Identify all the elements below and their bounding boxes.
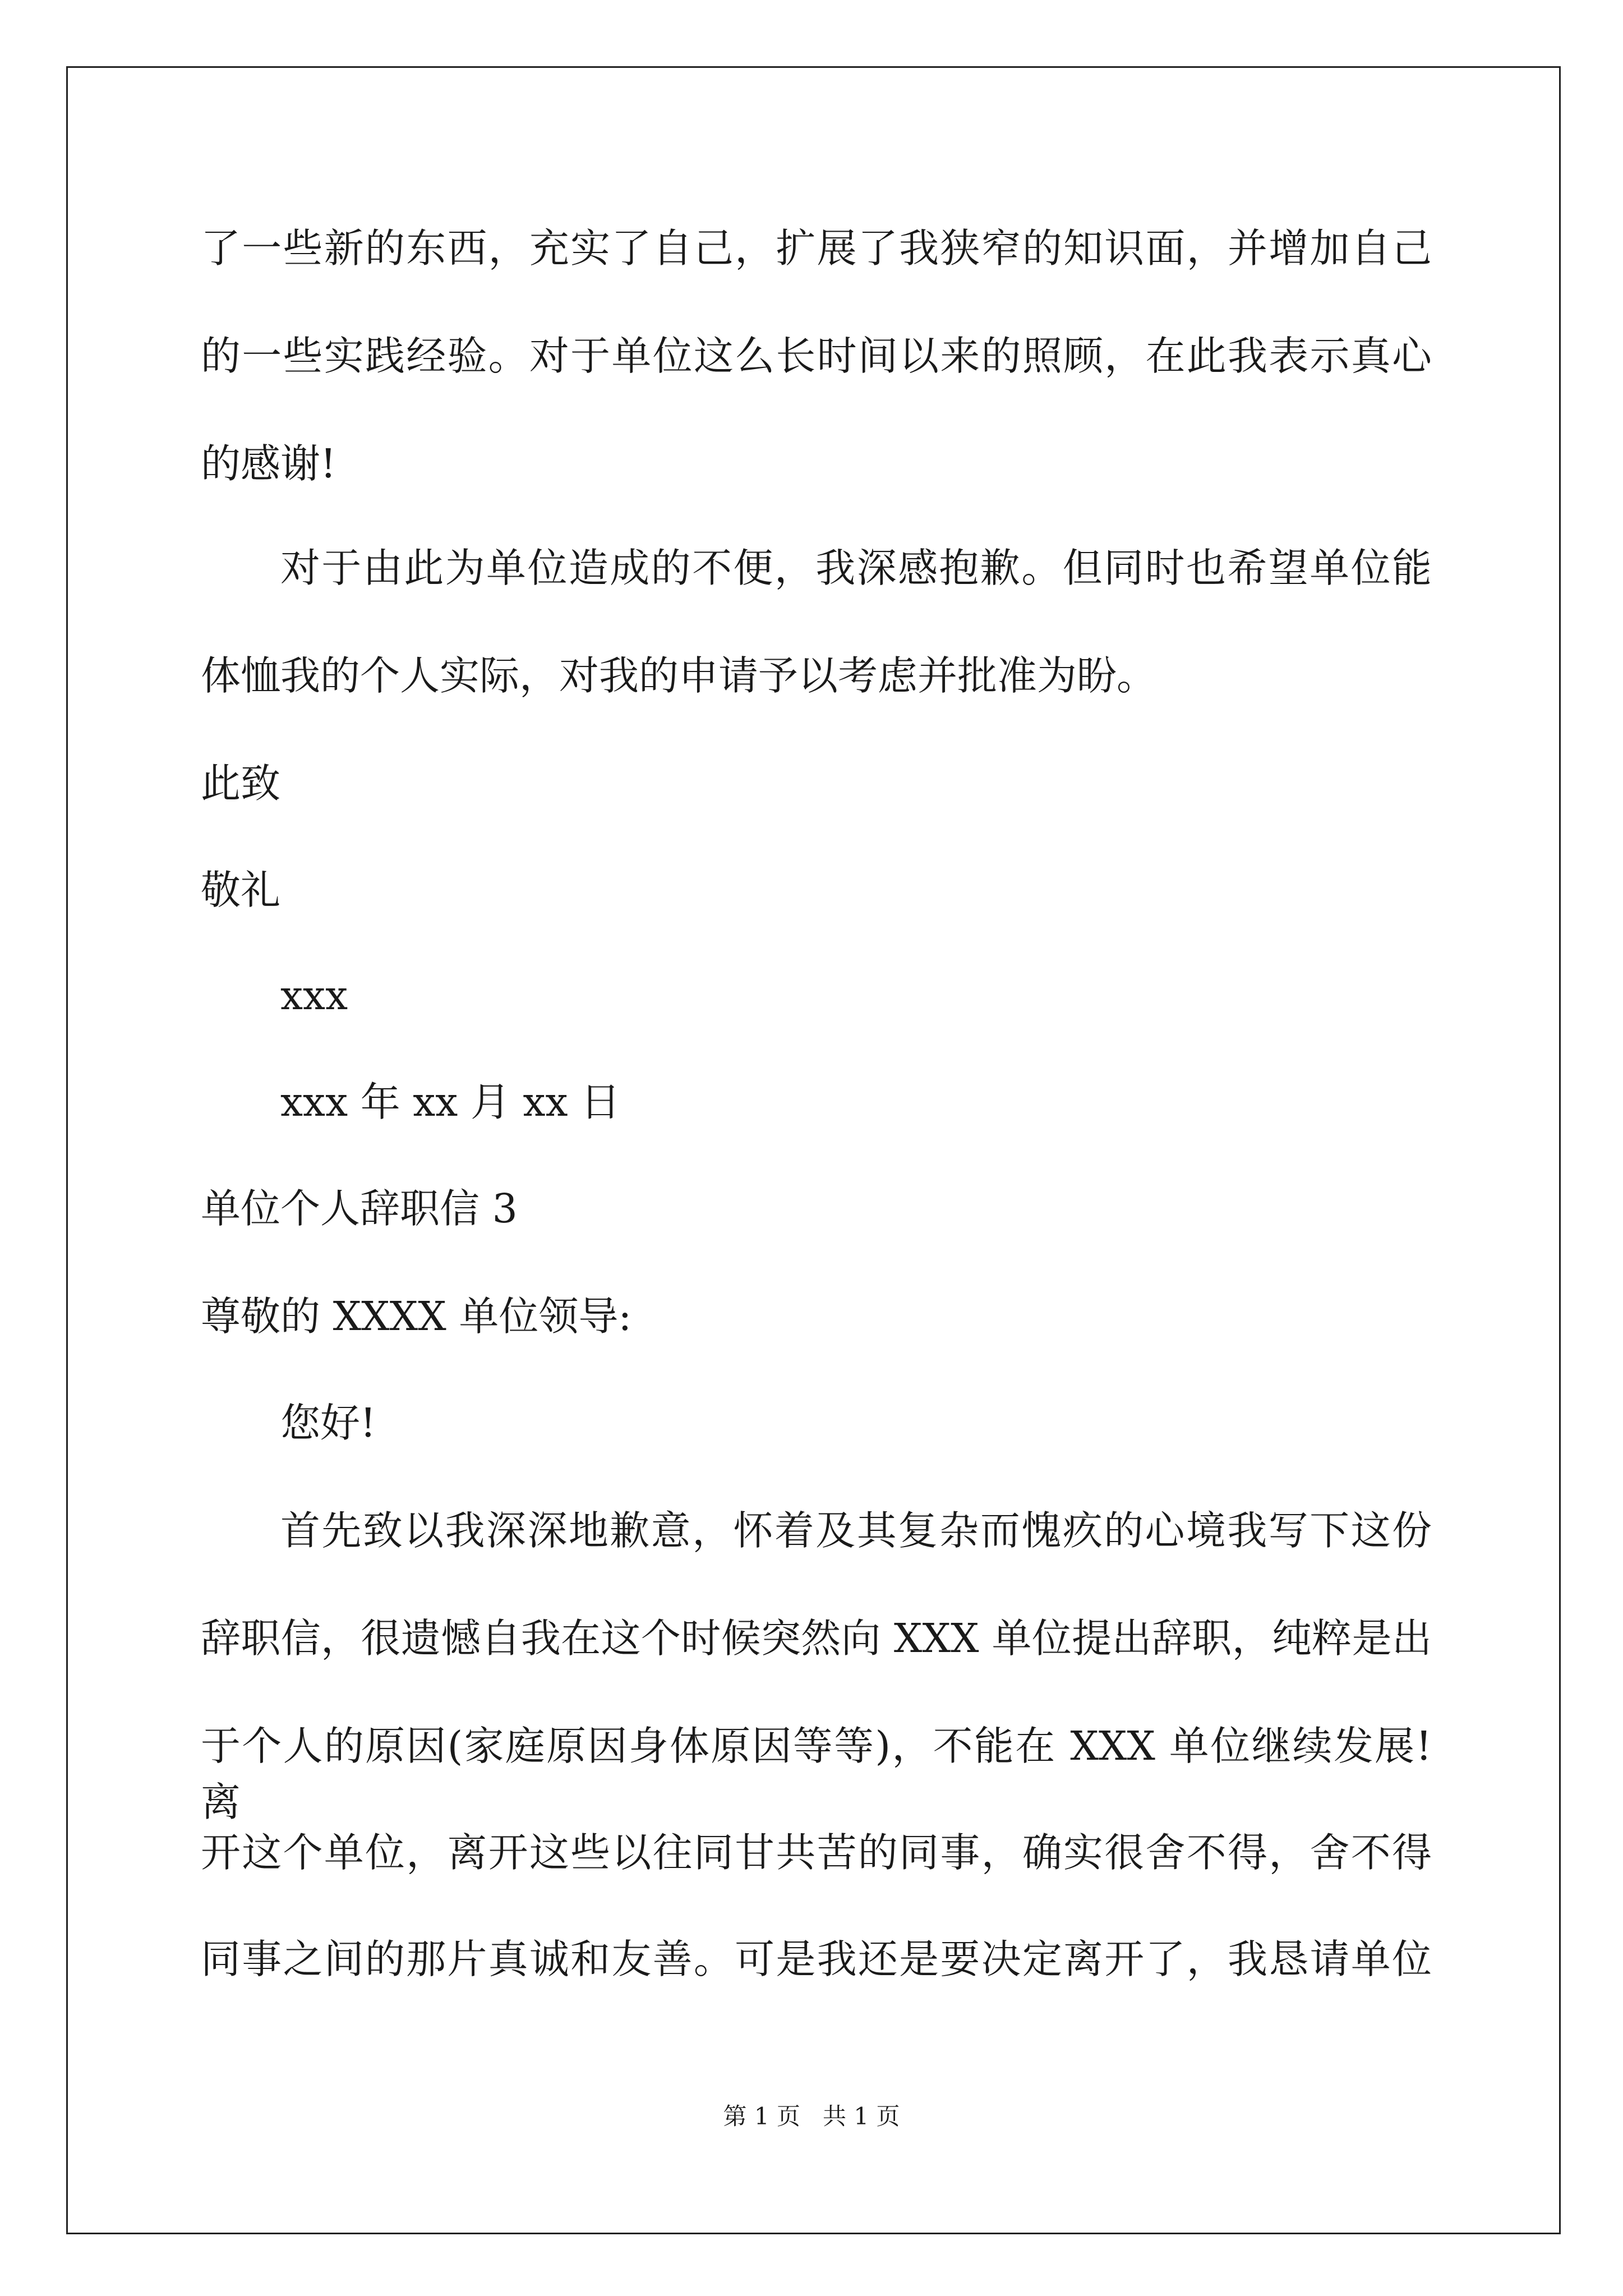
closing-salutation: 此致 (201, 760, 281, 807)
body-line: 辞职信，很遗憾自我在这个时候突然向 XXX 单位提出辞职，纯粹是出 (201, 1615, 1432, 1662)
body-line: 的感谢! (201, 440, 336, 487)
body-line: 开这个单位，离开这些以往同甘共苦的同事，确实很舍不得，舍不得 (201, 1829, 1432, 1876)
body-line: 同事之间的那片真诚和友善。可是我还是要决定离开了，我恳请单位 (201, 1936, 1432, 1982)
body-line: 的一些实践经验。对于单位这么长时间以来的照顾，在此我表示真心 (201, 333, 1432, 379)
body-line: 对于由此为单位造成的不便，我深感抱歉。但同时也希望单位能 (280, 545, 1432, 591)
signature-name: xxx (280, 972, 348, 1019)
signature-date: xxx 年 xx 月 xx 日 (280, 1079, 621, 1125)
letter-title: 单位个人辞职信 3 (201, 1185, 518, 1232)
body-line: 体恤我的个人实际，对我的申请予以考虑并批准为盼。 (201, 652, 1157, 699)
greeting: 您好! (280, 1400, 376, 1446)
letter-addressee: 尊敬的 XXXX 单位领导: (201, 1293, 632, 1340)
body-line: 首先致以我深深地歉意，怀着及其复杂而愧疚的心境我写下这份 (280, 1507, 1432, 1554)
body-line: 了一些新的东西，充实了自己，扩展了我狭窄的知识面，并增加自己 (201, 225, 1432, 272)
page-footer: 第 1 页 共 1 页 (723, 2102, 900, 2130)
closing-regards: 敬礼 (201, 867, 281, 913)
page-border (66, 66, 1561, 2234)
body-line: 于个人的原因(家庭原因身体原因等等)，不能在 XXX 单位继续发展!离 (201, 1723, 1432, 1825)
